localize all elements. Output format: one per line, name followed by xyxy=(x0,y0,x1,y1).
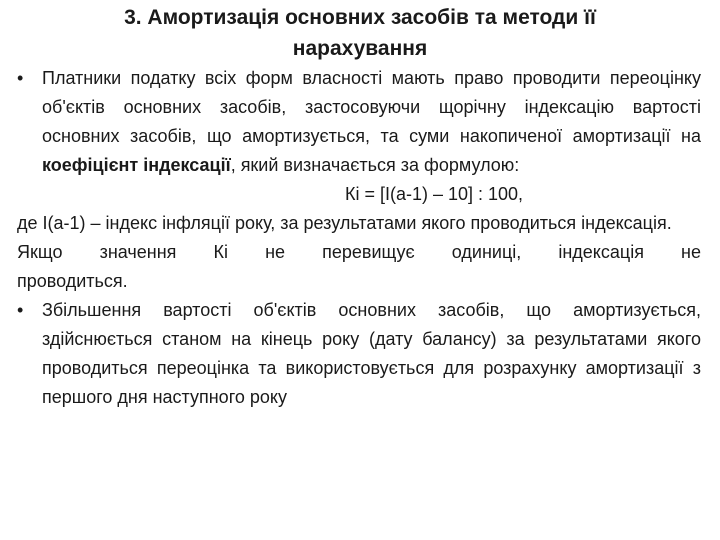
indexation-coefficient-term: коефіцієнт індексації xyxy=(42,155,231,175)
condition-paragraph-line-1: Якщо значення Кі не перевищує одиниці, індексація не xyxy=(17,242,701,262)
slide-title-line-2: нарахування xyxy=(292,37,428,60)
paragraph-text-before-term: Платники податку всіх форм власності мають право проводити переоцінку об'єктів основних засобів, застосовуючи щорічну індексацію вартості основних засобів, що амортизується, та суми накопиченої амортизації на xyxy=(42,68,701,146)
condition-paragraph-line-2: проводиться. xyxy=(17,271,128,291)
slide-body xyxy=(17,64,701,412)
bullet-icon: • xyxy=(17,300,24,320)
paragraph-text-after-term: , який визначається за формулою: xyxy=(230,155,520,175)
bullet-paragraph-revaluation xyxy=(17,64,701,180)
bullet-paragraph-value-increase xyxy=(17,296,701,412)
indexation-formula: Кі = [І(а-1) – 10] : 100, xyxy=(344,184,524,204)
slide-title xyxy=(60,2,660,64)
value-increase-text: Збільшення вартості об'єктів основних засобів, що амортизується, здійснюється станом на кінець року (дату балансу) за результатами якого проводиться переоцінка та використовується для розрахунку амортизації з першого дня наступного року xyxy=(42,300,701,407)
formula-explanation: де І(а-1) – індекс інфляції року, за результатами якого проводиться індексація. xyxy=(17,213,672,233)
slide-title-line-1: 3. Амортизація основних засобів та методи її xyxy=(124,6,596,29)
bullet-icon: • xyxy=(17,68,24,88)
